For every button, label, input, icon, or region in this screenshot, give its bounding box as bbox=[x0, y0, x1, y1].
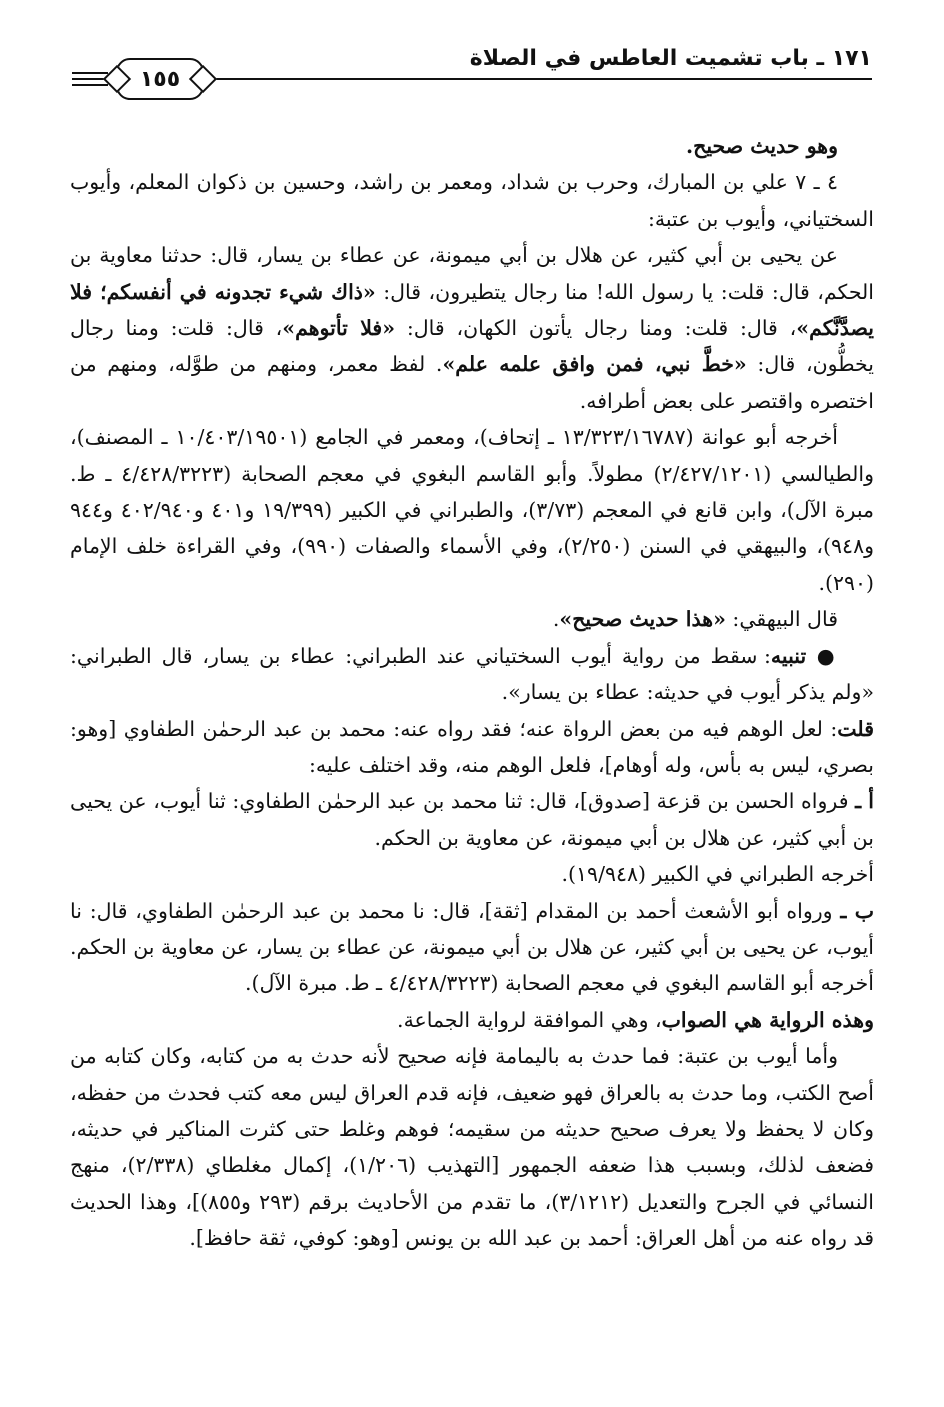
bold-text: قلت bbox=[837, 716, 874, 741]
text-run: ٤ ـ ٧ علي بن المبارك، وحرب بن شداد، ومعمر بن راشد، وحسين بن ذكوان المعلم، وأيوب السختياني، وأيوب بن عتبة: bbox=[70, 170, 874, 231]
header-rule bbox=[212, 78, 872, 80]
paragraph bbox=[70, 893, 874, 966]
paragraph bbox=[70, 419, 874, 601]
text-run: . bbox=[552, 607, 560, 632]
paragraph bbox=[70, 783, 874, 856]
paragraph bbox=[70, 601, 874, 637]
bold-text: «ذاك شيء تجدونه في أنفسكم؛ فلا يصدَّنَّكم» bbox=[70, 279, 874, 341]
text-run: ، قال: قلت: ومنا رجال يأتون الكهان، قال: bbox=[395, 316, 797, 341]
paragraph bbox=[70, 711, 874, 784]
body-text bbox=[70, 128, 874, 1257]
text-run: قال البيهقي: bbox=[725, 607, 838, 632]
paragraph bbox=[70, 638, 874, 711]
text-run: ، وهي الموافقة لرواية الجماعة. bbox=[397, 1007, 662, 1032]
paragraph bbox=[70, 856, 874, 892]
text-run: : سقط من رواية أيوب السختياني عند الطبراني: عطاء بن يسار، قال الطبراني: «ولم يذكر أيوب في حديثه: عطاء بن يسار». bbox=[70, 643, 874, 705]
text-run: عن يحيى بن أبي كثير، عن هلال بن أبي ميمونة، عن عطاء بن يسار، قال: حدثنا معاوية بن الحكم، قال: قلت: يا رسول الله! منا رجال يتطيرون، قال: bbox=[70, 243, 875, 304]
bold-text: وهو حديث صحيح. bbox=[685, 134, 838, 158]
text-run: . لفظ معمر، ومنهم من طوَّله، ومنهم من اختصره واقتصر على بعض أطرافه. bbox=[70, 352, 874, 413]
bold-text: «خطَّ نبي، فمن وافق علمه علم» bbox=[442, 352, 747, 377]
bold-text: «هذا حديث صحيح» bbox=[559, 607, 726, 632]
page-number: ١٥٥ bbox=[139, 66, 181, 92]
text-run: ورواه أبو الأشعث أحمد بن المقدام [ثقة]، قال: نا محمد بن عبد الرحمٰن الطفاوي، قال: نا أيوب، عن يحيى بن أبي كثير، عن هلال بن أبي ميمونة، عن عطاء بن يسار، عن معاوية بن الحكم. bbox=[70, 898, 874, 959]
paragraph bbox=[70, 1002, 874, 1038]
paragraph bbox=[70, 164, 874, 237]
paragraph bbox=[70, 237, 874, 419]
bold-text: أ ـ bbox=[855, 789, 874, 814]
paragraph bbox=[70, 128, 874, 164]
bold-text: «فلا تأتوهم» bbox=[282, 316, 396, 341]
bold-text: ب ـ bbox=[840, 898, 874, 923]
header-rule-left bbox=[72, 72, 108, 74]
text-run: وأما أيوب بن عتبة: فما حدث به باليمامة فإنه صحيح لأنه حدث به من كتابه، وكان كتابه من أصح الكتب، وما حدث به بالعراق فهو ضعيف، فإنه قدم العراق ليس معه كتب فحدث من حفظه، وكان لا يحفظ ولا يعرف صحيح حديثه من سقيمه؛ فوهم وغلط حتى كثرت المناكير في حديثه، فضعف لذلك، وبسبب هذا ضعفه الجمهور [التهذيب (١/٢٠٦)، إكمال مغلطاي (٢/٣٣٨)، منهج النسائي في الجرح والتعديل (٣/١٢١٢)، ما تقدم من الأحاديث برقم (٢٩٣ و٨٥٥)]، وهذا الحديث قد رواه عنه من أهل العراق: أحمد بن عبد الله بن يونس [وهو: كوفي، ثقة حافظ]. bbox=[70, 1044, 875, 1251]
paragraph bbox=[70, 965, 874, 1001]
text-run: فرواه الحسن بن قزعة [صدوق]، قال: ثنا محمد بن عبد الرحمٰن الطفاوي: ثنا أيوب، عن يحيى بن أبي كثير، عن هلال بن أبي ميمونة، عن معاوية بن الحكم. bbox=[70, 789, 874, 850]
text-run: ، قال: قلت: ومنا رجال يخطُّون، قال: bbox=[70, 316, 874, 377]
chapter-title: ١٧١ ـ باب تشميت العاطس في الصلاة bbox=[469, 46, 872, 71]
bold-text: ● تنبيه bbox=[770, 643, 839, 668]
page-header bbox=[0, 0, 944, 110]
text-run: أخرجه أبو عوانة (١٣/٣٢٣/١٦٧٨٧ ـ إتحاف)، ومعمر في الجامع (١٠/٤٠٣/١٩٥٠١ ـ المصنف)، والطيالسي (٢/٤٢٧/١٢٠١) مطولاً. وأبو القاسم البغوي في معجم الصحابة (٤/٤٢٨/٣٢٢٣ ـ ط. مبرة الآل)، وابن قانع في المعجم (٣/٧٣)، والطبراني في الكبير (١٩/٣٩٩ و٤٠١ و٤٠٢/٩٤٠ و٩٤٤ و٩٤٨)، والبيهقي في السنن (٢/٢٥٠)، وفي الأسماء والصفات (٩٩٠)، وفي القراءة خلف الإمام (٢٩٠). bbox=[70, 425, 875, 595]
page-number-badge bbox=[116, 58, 204, 100]
text-run: : لعل الوهم فيه من بعض الرواة عنه؛ فقد رواه عنه: محمد بن عبد الرحمٰن الطفاوي [وهو: بصري، ليس به بأس، وله أوهام]، فلعل الوهم منه، وقد اختلف عليه: bbox=[70, 716, 874, 777]
header-rule-left bbox=[72, 84, 108, 86]
bold-text: وهذه الرواية هي الصواب bbox=[661, 1007, 874, 1032]
text-run: أخرجه أبو القاسم البغوي في معجم الصحابة (٤/٤٢٨/٣٢٢٣ ـ ط. مبرة الآل). bbox=[245, 971, 874, 996]
text-run: أخرجه الطبراني في الكبير (١٩/٩٤٨). bbox=[561, 862, 874, 887]
paragraph bbox=[70, 1038, 874, 1256]
